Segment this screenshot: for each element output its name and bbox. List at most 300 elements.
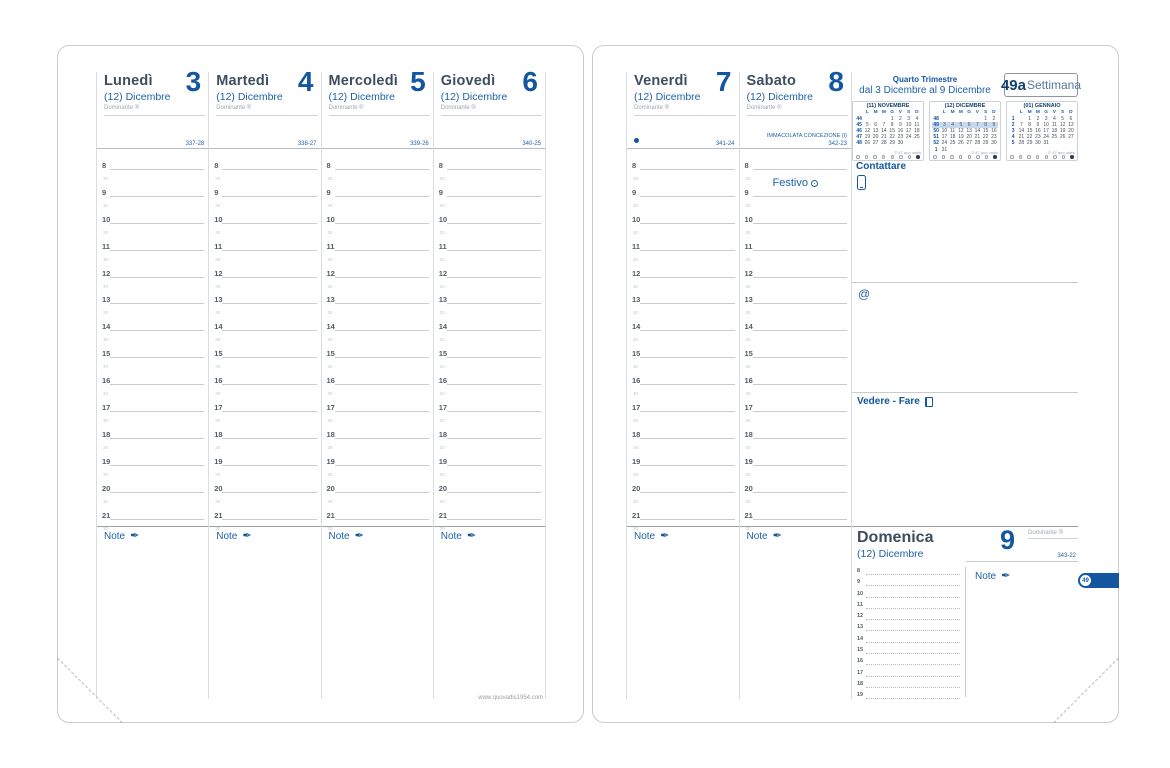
day-column <box>96 66 209 699</box>
calendar-dot <box>908 155 912 159</box>
sunday-hour-row[interactable] <box>856 590 962 601</box>
hour-row[interactable] <box>434 241 545 268</box>
hour-row[interactable] <box>740 241 852 268</box>
hour-label: 13 <box>326 295 335 305</box>
hour-line <box>110 169 204 170</box>
hour-label: 21 <box>102 510 111 520</box>
calendar-dot <box>899 155 903 159</box>
hour-row[interactable] <box>434 214 545 241</box>
calendar-week-number: 3 <box>1011 128 1015 135</box>
calendar-week-number: 46 <box>856 128 862 135</box>
day-column <box>434 66 546 699</box>
hour-line <box>640 411 735 412</box>
week-tab-number: 49 <box>1080 575 1091 586</box>
calendar-day-cell: 18 <box>1051 128 1058 135</box>
half-hour-mark: 30 <box>215 256 221 262</box>
calendar-dot <box>916 155 920 159</box>
sunday-hours-grid[interactable] <box>856 567 962 697</box>
calendar-day-cell: 2 <box>992 116 996 123</box>
week-edge-tab[interactable] <box>1078 573 1119 588</box>
sunday-hour-row[interactable] <box>856 669 962 680</box>
hour-row[interactable] <box>434 483 545 510</box>
calendar-day-cell: 7 <box>882 122 886 129</box>
hour-row[interactable] <box>97 375 208 402</box>
dominante-field[interactable]: Dominante ® <box>747 105 849 116</box>
sunday-hour-row[interactable] <box>856 612 962 623</box>
half-hour-mark: 30 <box>103 310 109 316</box>
hour-row[interactable] <box>627 402 739 429</box>
hour-row[interactable] <box>322 268 433 295</box>
half-hour-mark: 30 <box>439 256 445 262</box>
hours-grid <box>97 160 208 531</box>
hour-row[interactable] <box>627 187 739 214</box>
half-hour-mark: 30 <box>633 444 639 450</box>
hour-label: 11 <box>214 241 223 251</box>
hour-row[interactable] <box>322 321 433 348</box>
hour-row[interactable] <box>209 160 320 187</box>
hour-row[interactable] <box>97 429 208 456</box>
hour-row[interactable] <box>97 348 208 375</box>
half-hour-mark: 30 <box>327 256 333 262</box>
hour-label: 12 <box>102 268 111 278</box>
day-name: Giovedì <box>440 73 496 89</box>
calendar-day-cell: 16 <box>991 128 997 135</box>
hour-line <box>753 519 848 520</box>
hour-row[interactable] <box>740 187 852 214</box>
calendar-day-cell: 9 <box>898 122 902 129</box>
hour-row[interactable] <box>740 268 852 295</box>
hour-line <box>335 411 429 412</box>
hour-line <box>110 330 204 331</box>
note-section[interactable] <box>322 526 433 699</box>
calendar-day-cell: 15 <box>1026 128 1033 135</box>
calendar-day-cell: 12 <box>864 128 871 135</box>
half-hour-mark: 30 <box>745 471 751 477</box>
hour-line <box>335 492 429 493</box>
hour-row[interactable] <box>322 375 433 402</box>
calendar-dot <box>1036 155 1040 159</box>
half-hour-mark: 30 <box>103 283 109 289</box>
hour-row[interactable] <box>322 402 433 429</box>
hour-row[interactable] <box>434 375 545 402</box>
right-day-columns <box>626 66 852 699</box>
hour-row[interactable] <box>627 241 739 268</box>
hour-label: 21 <box>744 510 753 520</box>
pen-icon: ✒ <box>242 530 252 542</box>
sunday-hour-row[interactable] <box>856 578 962 589</box>
hour-row[interactable] <box>97 510 208 531</box>
hour-line <box>447 277 541 278</box>
hour-label: 15 <box>632 349 641 359</box>
contact-section[interactable] <box>856 161 906 190</box>
hour-label: 20 <box>326 483 335 493</box>
hour-label: 21 <box>326 510 335 520</box>
hour-line <box>866 698 960 699</box>
calendar-day-cell: 19 <box>958 134 964 141</box>
note-section[interactable] <box>97 526 208 699</box>
half-hour-mark: 30 <box>327 418 333 424</box>
hour-row[interactable] <box>322 510 433 531</box>
hour-line <box>110 357 204 358</box>
calendar-dow: L <box>865 110 869 115</box>
phone-icon <box>857 175 866 190</box>
note-label: Note <box>328 531 350 542</box>
calendar-dot <box>882 155 886 159</box>
hour-row[interactable] <box>209 214 320 241</box>
hour-row[interactable] <box>627 375 739 402</box>
hour-row[interactable] <box>740 402 852 429</box>
hour-row[interactable] <box>209 456 320 483</box>
calendar-day-cell: 10 <box>905 122 912 129</box>
hour-row[interactable] <box>209 321 320 348</box>
sunday-hour-row[interactable] <box>856 635 962 646</box>
calendar-dot <box>1053 155 1057 159</box>
hour-row[interactable] <box>209 187 320 214</box>
hour-row[interactable] <box>627 214 739 241</box>
hour-row[interactable] <box>627 160 739 187</box>
hour-label: 17 <box>214 403 223 413</box>
hour-row[interactable] <box>322 160 433 187</box>
calendar-day-cell: 31 <box>1043 140 1049 147</box>
hour-row[interactable] <box>627 294 739 321</box>
hour-line <box>866 597 960 598</box>
hour-row[interactable] <box>434 348 545 375</box>
half-hour-mark: 30 <box>633 471 639 477</box>
note-label: Note <box>104 531 126 542</box>
festivo-text: Festivo <box>772 177 808 189</box>
sunday-hour-row[interactable] <box>856 601 962 612</box>
hour-row[interactable] <box>434 294 545 321</box>
hour-row[interactable] <box>97 483 208 510</box>
hour-row[interactable] <box>434 456 545 483</box>
sunday-hour-row[interactable] <box>856 567 962 578</box>
note-section[interactable] <box>740 526 852 699</box>
hour-row[interactable] <box>740 483 852 510</box>
hour-label: 9 <box>857 579 861 586</box>
half-hour-mark: 30 <box>633 256 639 262</box>
half-hour-mark: 30 <box>745 256 751 262</box>
half-hour-mark: 30 <box>439 229 445 235</box>
half-hour-mark: 30 <box>439 525 445 531</box>
calendar-dot <box>891 155 895 159</box>
calendar-day-cell: 8 <box>890 122 894 129</box>
half-hour-mark: 30 <box>103 256 109 262</box>
hour-row[interactable] <box>740 429 852 456</box>
hour-row[interactable] <box>627 483 739 510</box>
hour-row[interactable] <box>322 348 433 375</box>
section-divider <box>852 282 1078 283</box>
calendar-day-cell <box>1059 140 1067 146</box>
hour-row[interactable] <box>740 348 852 375</box>
hours-grid <box>209 160 320 531</box>
calendar-dow: S <box>1061 110 1065 115</box>
hour-line <box>110 519 204 520</box>
hour-row[interactable] <box>97 294 208 321</box>
hour-row[interactable] <box>209 294 320 321</box>
half-hour-mark: 30 <box>439 364 445 370</box>
hour-label: 18 <box>102 429 111 439</box>
hour-line <box>753 492 848 493</box>
half-hour-mark: 30 <box>745 418 751 424</box>
hour-row[interactable] <box>322 456 433 483</box>
calendar-day-cell: 17 <box>905 128 912 135</box>
half-hour-mark: 30 <box>215 283 221 289</box>
dominante-field[interactable]: Dominante ® <box>441 105 542 116</box>
calendar-dow: M <box>873 110 878 115</box>
hour-label: 12 <box>438 268 448 278</box>
hour-line <box>222 519 316 520</box>
sunday-hour-row[interactable] <box>856 623 962 634</box>
hour-row[interactable] <box>434 160 545 187</box>
dominante-field[interactable]: Dominante ® <box>329 105 430 116</box>
hour-row[interactable] <box>740 375 852 402</box>
dominante-field[interactable]: Dominante ® <box>104 105 205 116</box>
day-month: (12) Dicembre <box>216 91 283 103</box>
hour-line <box>335 277 429 278</box>
calendar-day-cell: 1 <box>984 116 988 123</box>
half-hour-mark: 30 <box>439 471 445 477</box>
hour-row[interactable] <box>97 160 208 187</box>
calendar-dot <box>1070 155 1074 159</box>
half-hour-mark: 30 <box>215 525 221 531</box>
notebook-icon <box>925 397 933 407</box>
calendar-dot <box>942 155 946 159</box>
dominante-field[interactable]: Dominante ® <box>634 105 736 116</box>
hour-label: 11 <box>744 241 753 251</box>
day-name: Sabato <box>746 73 797 89</box>
hour-row[interactable] <box>627 321 739 348</box>
half-hour-mark: 30 <box>103 498 109 504</box>
dominante-field[interactable]: Dominante ® <box>216 105 317 116</box>
hour-label: 19 <box>438 456 448 466</box>
hour-line <box>222 277 316 278</box>
hour-line <box>866 608 960 609</box>
half-hour-mark: 30 <box>745 391 751 397</box>
hour-label: 19 <box>326 456 335 466</box>
hour-label: 19 <box>102 456 111 466</box>
hour-row[interactable] <box>740 294 852 321</box>
festivo-icon <box>811 180 818 187</box>
hour-row[interactable] <box>740 214 852 241</box>
divider <box>965 567 966 697</box>
half-hour-mark: 30 <box>633 202 639 208</box>
sunday-hour-row[interactable] <box>856 691 962 702</box>
calendar-day-cell: 11 <box>1051 122 1057 129</box>
calendar-day-cell: 6 <box>965 122 973 128</box>
calendar-day-cell: 20 <box>872 134 879 141</box>
note-label: Note <box>975 571 997 582</box>
hour-row[interactable] <box>627 268 739 295</box>
half-hour-mark: 30 <box>439 391 445 397</box>
hour-row[interactable] <box>627 429 739 456</box>
hour-line <box>110 411 204 412</box>
hour-line <box>335 223 429 224</box>
hour-row[interactable] <box>322 294 433 321</box>
hour-row[interactable] <box>209 429 320 456</box>
hour-row[interactable] <box>322 241 433 268</box>
hour-row[interactable] <box>97 268 208 295</box>
hour-line <box>866 642 960 643</box>
hour-row[interactable] <box>740 321 852 348</box>
calendar-dot <box>873 155 877 159</box>
dominante-field[interactable]: Dominante ® <box>1028 530 1078 539</box>
sunday-note-section[interactable] <box>975 571 1010 582</box>
calendar-week-number: 44 <box>856 116 862 123</box>
hour-row[interactable] <box>627 348 739 375</box>
hour-row[interactable] <box>209 241 320 268</box>
hour-row[interactable] <box>97 456 208 483</box>
calendar-day-cell: 16 <box>897 128 904 135</box>
calendar-copyright: © 47 quo vadis <box>1048 149 1075 155</box>
hour-label: 10 <box>326 214 335 224</box>
note-row <box>329 531 433 542</box>
calendar-day-cell: 26 <box>958 140 964 147</box>
hour-line <box>866 687 960 688</box>
sunday-hour-row[interactable] <box>856 646 962 657</box>
hours-grid <box>434 160 545 531</box>
hour-line <box>110 384 204 385</box>
hour-row[interactable] <box>434 268 545 295</box>
divider <box>966 561 1078 562</box>
hour-label: 20 <box>438 483 448 493</box>
hour-line <box>335 519 429 520</box>
hour-line <box>753 169 848 170</box>
hour-line <box>866 574 960 575</box>
hour-line <box>447 492 541 493</box>
calendar-dow: M <box>881 110 886 115</box>
calendar-dot <box>1045 155 1049 159</box>
hour-row[interactable] <box>97 321 208 348</box>
hour-line <box>447 411 541 412</box>
hour-row[interactable] <box>209 375 320 402</box>
calendar-dot <box>959 155 963 159</box>
calendar-day-cell: 13 <box>966 128 972 135</box>
hour-label: 14 <box>744 322 753 332</box>
calendar-day-cell: 14 <box>1018 128 1025 135</box>
calendar-day-cell: 29 <box>1026 140 1033 147</box>
note-row <box>216 531 320 542</box>
todo-section[interactable] <box>857 396 933 407</box>
week-word: Settimana <box>1027 78 1082 92</box>
calendar-day-cell: 22 <box>1026 134 1033 141</box>
sunday-code: 343-22 <box>1057 553 1076 559</box>
half-hour-mark: 30 <box>327 525 333 531</box>
calendar-day-cell: 31 <box>941 146 948 153</box>
hour-label: 20 <box>632 483 641 493</box>
calendar-day-cell: 12 <box>958 128 964 135</box>
note-section[interactable] <box>627 526 739 699</box>
hour-row[interactable] <box>209 483 320 510</box>
half-hour-mark: 30 <box>633 525 639 531</box>
hour-label: 15 <box>102 349 111 359</box>
calendar-day-cell: 30 <box>1035 140 1041 147</box>
calendar-week-number: 4 <box>1011 134 1015 141</box>
day-name: Martedì <box>216 73 270 89</box>
calendar-day-cell: 18 <box>914 128 920 135</box>
hour-row[interactable] <box>209 268 320 295</box>
hour-label: 16 <box>857 658 864 665</box>
hour-line <box>447 250 541 251</box>
hour-row[interactable] <box>627 510 739 531</box>
hour-row[interactable] <box>322 483 433 510</box>
calendar-week-number: 45 <box>856 122 862 129</box>
hour-row[interactable] <box>322 187 433 214</box>
half-hour-mark: 30 <box>745 229 751 235</box>
hour-label: 8 <box>438 161 443 170</box>
hour-line <box>753 465 848 466</box>
calendar-dow: V <box>975 110 979 115</box>
hour-row[interactable] <box>740 456 852 483</box>
note-section[interactable] <box>434 526 545 699</box>
calendar-day-cell: 8 <box>982 122 990 128</box>
calendar-week-row <box>855 140 921 146</box>
hour-label: 20 <box>744 483 753 493</box>
hour-row[interactable] <box>209 510 320 531</box>
hour-label: 16 <box>214 376 223 386</box>
sunday-hour-row[interactable] <box>856 680 962 691</box>
hour-row[interactable] <box>322 214 433 241</box>
calendar-dots <box>855 155 921 159</box>
sunday-number: 9 <box>1000 525 1016 555</box>
hour-row[interactable] <box>434 321 545 348</box>
calendar-footer <box>855 151 921 159</box>
hour-row[interactable] <box>97 402 208 429</box>
hour-line <box>222 492 316 493</box>
half-hour-mark: 30 <box>215 444 221 450</box>
calendar-week-number: 47 <box>856 134 862 141</box>
hour-label: 10 <box>438 214 448 224</box>
hour-label: 10 <box>857 590 864 597</box>
day-name: Venerdì <box>634 73 688 89</box>
hour-row[interactable] <box>434 187 545 214</box>
hour-label: 14 <box>632 322 641 332</box>
half-hour-mark: 30 <box>327 283 333 289</box>
half-hour-mark: 30 <box>103 391 109 397</box>
hour-label: 21 <box>438 510 448 520</box>
hour-row[interactable] <box>434 402 545 429</box>
day-header <box>740 66 852 149</box>
calendar-grid <box>932 110 998 153</box>
calendar-day-cell: 21 <box>1018 134 1025 141</box>
hour-line <box>753 277 848 278</box>
hour-row[interactable] <box>434 510 545 531</box>
hour-row[interactable] <box>434 429 545 456</box>
hour-row[interactable] <box>97 241 208 268</box>
hour-line <box>640 196 735 197</box>
calendar-day-cell: 16 <box>1035 128 1041 135</box>
calendar-day-cell: 15 <box>982 128 989 135</box>
note-section[interactable] <box>209 526 320 699</box>
hour-row[interactable] <box>97 214 208 241</box>
hour-line <box>447 169 541 170</box>
mini-calendar <box>1006 101 1078 161</box>
calendar-dow: S <box>907 110 911 115</box>
hour-row[interactable] <box>627 456 739 483</box>
hour-row[interactable] <box>97 187 208 214</box>
half-hour-mark: 30 <box>103 176 109 181</box>
calendar-dow: M <box>950 110 955 115</box>
hour-row[interactable] <box>209 348 320 375</box>
hour-row[interactable] <box>209 402 320 429</box>
half-hour-mark: 30 <box>327 444 333 450</box>
calendar-day-cell: 13 <box>1068 122 1074 129</box>
hour-row[interactable] <box>322 429 433 456</box>
calendar-day-cell: 10 <box>1043 122 1049 129</box>
half-hour-mark: 30 <box>745 202 751 208</box>
hour-line <box>447 465 541 466</box>
half-hour-mark: 30 <box>327 337 333 343</box>
sunday-hour-row[interactable] <box>856 657 962 668</box>
